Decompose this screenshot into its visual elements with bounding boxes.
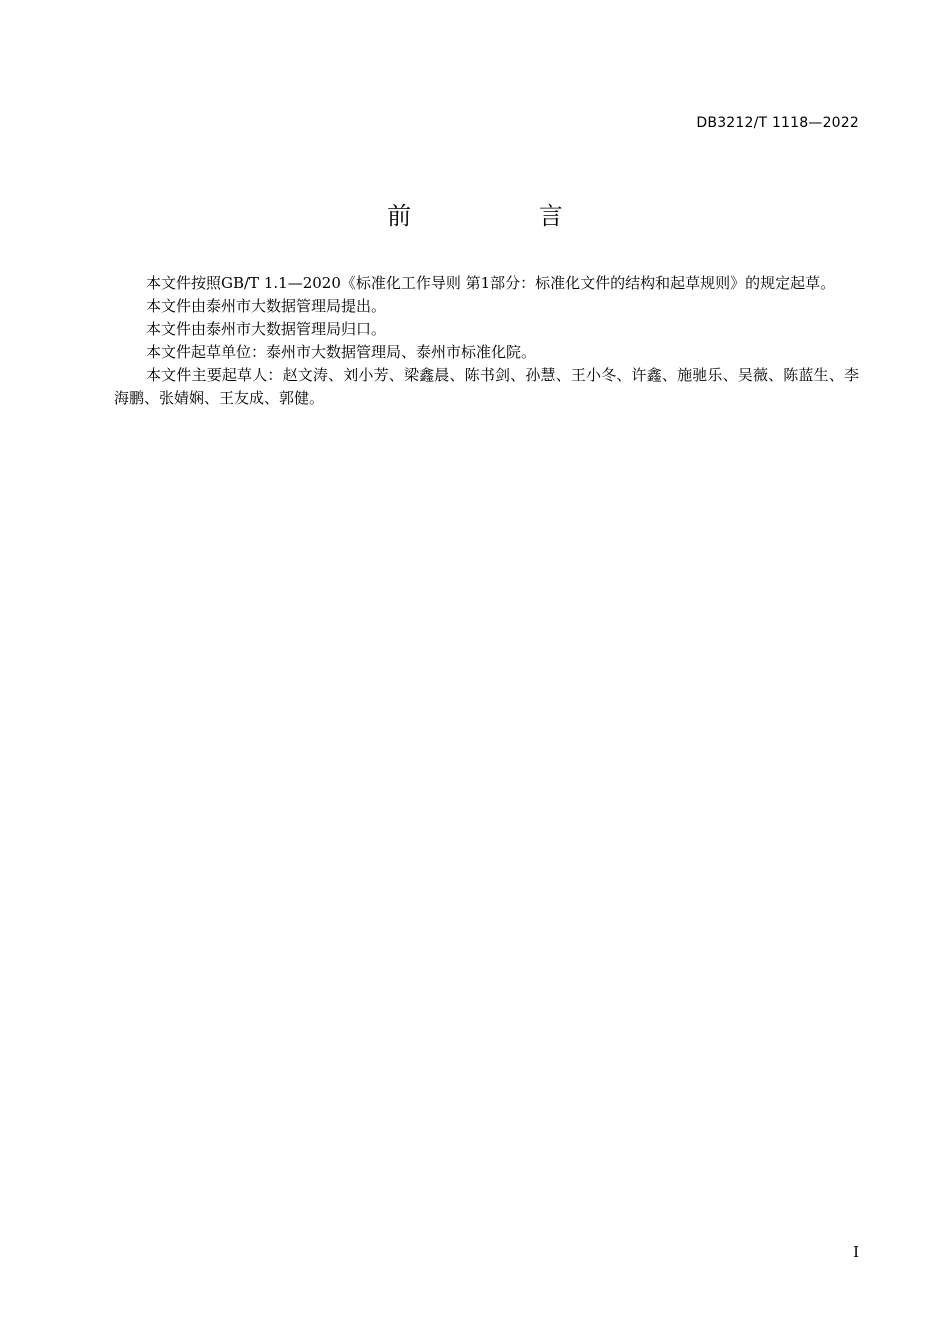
page-number: I bbox=[853, 1243, 859, 1261]
paragraph-drafting-units: 本文件起草单位：泰州市大数据管理局、泰州市标准化院。 bbox=[146, 343, 537, 361]
page-title: 前 言 bbox=[387, 202, 623, 230]
paragraph-drafting-rules: 本文件按照GB/T 1.1—2020《标准化工作导则 第1部分：标准化文件的结构和起草规则》的规定起草。 bbox=[146, 274, 836, 292]
foreword-body bbox=[114, 272, 859, 410]
document-code: DB3212/T 1118—2022 bbox=[696, 115, 859, 131]
paragraph-proposer: 本文件由泰州市大数据管理局提出。 bbox=[146, 297, 387, 315]
paragraph-administrator: 本文件由泰州市大数据管理局归口。 bbox=[146, 320, 387, 338]
paragraph-drafters: 本文件主要起草人：赵文涛、刘小芳、梁鑫晨、陈书剑、孙慧、王小冬、许鑫、施驰乐、吴薇、陈蓝生、李海鹏、张婧娴、王友成、郭健。 bbox=[114, 366, 859, 407]
